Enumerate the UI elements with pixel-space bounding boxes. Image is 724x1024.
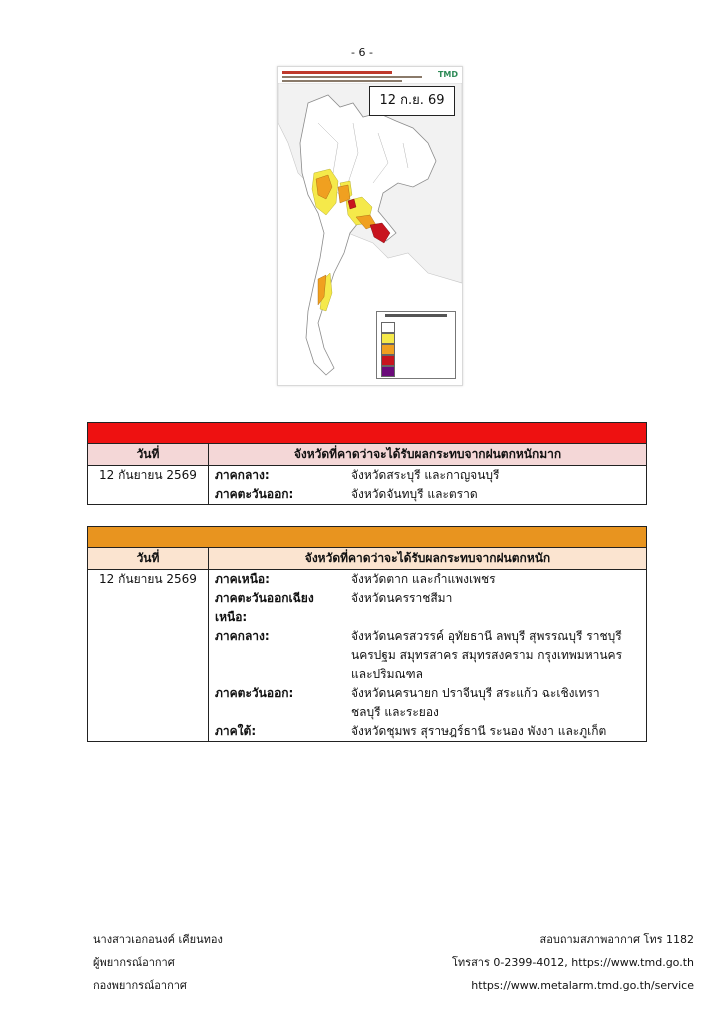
header-provinces: จังหวัดที่คาดว่าจะได้รับผลกระทบจากฝนตกหนัก: [209, 548, 647, 570]
legend-item: [381, 355, 451, 365]
provinces-cell: นครปฐม สมุทรสาคร สมุทรสงคราม กรุงเทพมหานคร: [345, 646, 647, 665]
provinces-cell: จังหวัดนครราชสีมา: [345, 589, 647, 627]
forecaster-name: นางสาวเอกอนงค์ เคียนทอง: [93, 933, 223, 946]
page-number: - 6 -: [351, 46, 373, 59]
region-cell: ภาคกลาง:: [215, 629, 270, 643]
legend-item: [381, 322, 451, 332]
header-date: วันที่: [88, 444, 209, 466]
map-legend: [376, 311, 456, 379]
header-date: วันที่: [88, 548, 209, 570]
region-cell: ภาคเหนือ:: [215, 572, 270, 586]
provinces-cell: จังหวัดนครนายก ปราจีนบุรี สระแก้ว ฉะเชิงเทรา: [345, 684, 647, 703]
red-warning-bar: [88, 423, 647, 444]
region-cell: ภาคตะวันออก:: [215, 686, 294, 700]
tmd-logo: TMD: [437, 70, 458, 79]
date-cell: 12 กันยายน 2569: [88, 570, 209, 742]
header-provinces: จังหวัดที่คาดว่าจะได้รับผลกระทบจากฝนตกหนักมาก: [209, 444, 647, 466]
region-cell: [209, 665, 346, 684]
region-cell: [209, 646, 346, 665]
provinces-cell: จังหวัดจันทบุรี และตราด: [345, 485, 647, 505]
footer-contact: [452, 928, 694, 997]
division-name: กองพยากรณ์อากาศ: [93, 979, 187, 992]
very-heavy-rain-table: [87, 422, 647, 505]
provinces-cell: จังหวัดชุมพร สุราษฎร์ธานี ระนอง พังงา และภูเก็ต: [345, 722, 647, 742]
footer-signature: [93, 928, 223, 997]
provinces-cell: จังหวัดตาก และกำแพงเพชร: [345, 570, 647, 590]
region-cell: ภาคตะวันออก:: [209, 485, 346, 505]
provinces-cell: ชลบุรี และระยอง: [345, 703, 647, 722]
provinces-cell: จังหวัดสระบุรี และกาญจนบุรี: [345, 466, 647, 486]
inquiry-phone: สอบถามสภาพอากาศ โทร 1182: [539, 933, 694, 946]
region-cell: ภาคใต้:: [209, 722, 346, 742]
region-cell: [209, 703, 346, 722]
map-date-label: 12 ก.ย. 69: [369, 86, 455, 116]
service-link[interactable]: https://www.metalarm.tmd.go.th/service: [471, 979, 694, 992]
forecaster-title: ผู้พยากรณ์อากาศ: [93, 956, 175, 969]
orange-warning-bar: [88, 527, 647, 548]
provinces-cell: และปริมณฑล: [345, 665, 647, 684]
fax-website[interactable]: โทรสาร 0-2399-4012, https://www.tmd.go.th: [452, 956, 694, 969]
legend-item: [381, 344, 451, 354]
region-cell: ภาคกลาง:: [215, 468, 270, 482]
region-cell: ภาคตะวันออกเฉียงเหนือ:: [215, 591, 314, 624]
legend-item: [381, 333, 451, 343]
provinces-cell: จังหวัดนครสวรรค์ อุทัยธานี ลพบุรี สุพรรณบุรี ราชบุรี: [345, 627, 647, 646]
heavy-rain-table: [87, 526, 647, 742]
date-cell: 12 กันยายน 2569: [88, 466, 209, 505]
legend-item: [381, 366, 451, 376]
